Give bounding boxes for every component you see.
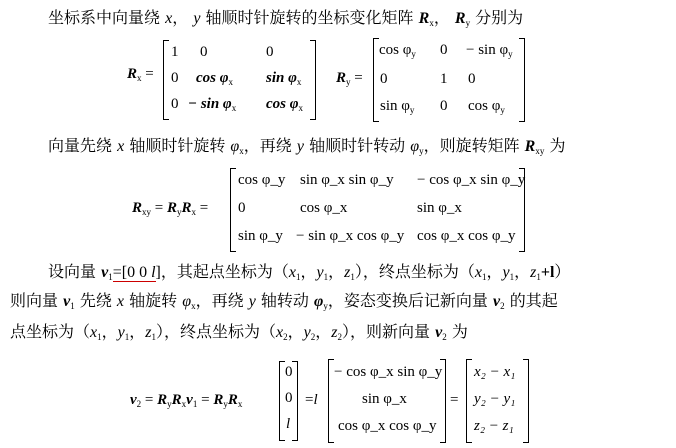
bracket-right [292, 361, 298, 441]
text: 坐标系中向量绕 [48, 8, 161, 27]
cell: cos φ_y [238, 172, 286, 188]
equals: = [450, 392, 459, 408]
bracket-left [230, 168, 236, 252]
cell: z₂ − z₁ [474, 418, 514, 434]
cell: − sin φ_x cos φ_y [296, 228, 405, 244]
paragraph-3: 设向量 $v_1=[0$ 0 l]，其起点坐标为（$x_1$，$y_1$，$z_1$），终点坐标为（$x_1$，$y_1$，$z_1+l$） [48, 262, 571, 282]
paragraph-4: 则向量 $v_1$ 先绕 x 轴旋转 $\varphi_x$，再绕 y 轴转动 $\varphi_y$，姿态变换后记新向量 $v_2$ 的其起 [10, 291, 558, 311]
cell: 0 [238, 200, 246, 216]
paragraph-5: 点坐标为（$x_1$，$y_1$，$z_1$），终点坐标为（$x_2$，$y_2$，$z_2$），则新向量 $v_2$ 为 [10, 322, 468, 342]
subscript: x [429, 18, 434, 28]
matrix-rx-lhs: $R_x$ = [127, 66, 154, 83]
bracket-right [519, 38, 525, 122]
text: 分别为 [475, 8, 524, 27]
cell: 0 [285, 390, 293, 406]
matrix-rxy-lhs: $R_{xy} = R_yR_x$ = [132, 200, 209, 217]
cell: sin φ_x [417, 200, 462, 216]
cell: cos φ_x cos φ_y [417, 228, 516, 244]
cell: l [286, 416, 291, 432]
text: 轴顺时针旋转的坐标变化矩阵 [205, 8, 414, 27]
cell: − $\sin \varphi_x$ [188, 96, 237, 113]
cell: 0 [171, 96, 179, 112]
cell: sin φ_x sin φ_y [300, 172, 394, 188]
cell: 0 [380, 71, 388, 87]
cell: 0 [468, 71, 476, 87]
bracket-right [523, 359, 529, 443]
cell: $\cos \varphi_x$ [266, 96, 304, 113]
cell: cos φ_x [300, 200, 348, 216]
cell: 0 [171, 70, 179, 86]
cell: 0 [440, 98, 448, 114]
cell: $\cos \varphi_x$ [196, 70, 234, 87]
cell: 0 [200, 44, 208, 60]
scalar-l: =l [305, 392, 318, 408]
subscript: y [465, 18, 471, 28]
final-lhs: $v_2 = R_yR_xv_1 = R_yR_x$ [130, 392, 243, 409]
cell: 1 [440, 71, 448, 87]
cell: − cos φ_x sin φ_y [417, 172, 526, 188]
paragraph-2: 向量先绕 x 轴顺时针旋转 $\varphi_x$，再绕 y 轴顺时针转动 $\varphi_y$，则旋转矩阵 $R_{xy}$ 为 [48, 136, 566, 156]
matrix-symbol: R [418, 10, 430, 27]
paragraph-1: 坐标系中向量绕 x， y 轴顺时针旋转的坐标变化矩阵 $R_x$， $R_y$ 分别为 [48, 8, 524, 28]
cell: 1 [171, 44, 179, 60]
cell: $\sin \varphi_x$ [266, 70, 302, 87]
text: ， [172, 8, 189, 27]
cell: 0 [266, 44, 274, 60]
cell: − $\sin \varphi_y$ [466, 42, 513, 59]
var-y: y [193, 10, 201, 27]
cell: $\cos \varphi_y$ [379, 42, 416, 59]
cell: $\cos \varphi_y$ [468, 98, 505, 115]
var-x: x [165, 10, 173, 27]
bracket-left [466, 359, 472, 443]
cell: 0 [285, 364, 293, 380]
cell: sin φ_x [362, 391, 407, 407]
bracket-left [163, 40, 169, 120]
matrix-ry-lhs: $R_y$ = [336, 70, 363, 87]
matrix-symbol: R [454, 10, 466, 27]
cell: sin φ_y [238, 228, 283, 244]
cell: x₂ − x₁ [474, 364, 516, 380]
cell: y₂ − y₁ [474, 391, 516, 407]
cell: 0 [440, 42, 448, 58]
cell: cos φ_x cos φ_y [338, 418, 437, 434]
bracket-right [310, 40, 316, 120]
cell: − cos φ_x sin φ_y [334, 364, 443, 380]
cell: $\sin \varphi_y$ [380, 98, 415, 115]
